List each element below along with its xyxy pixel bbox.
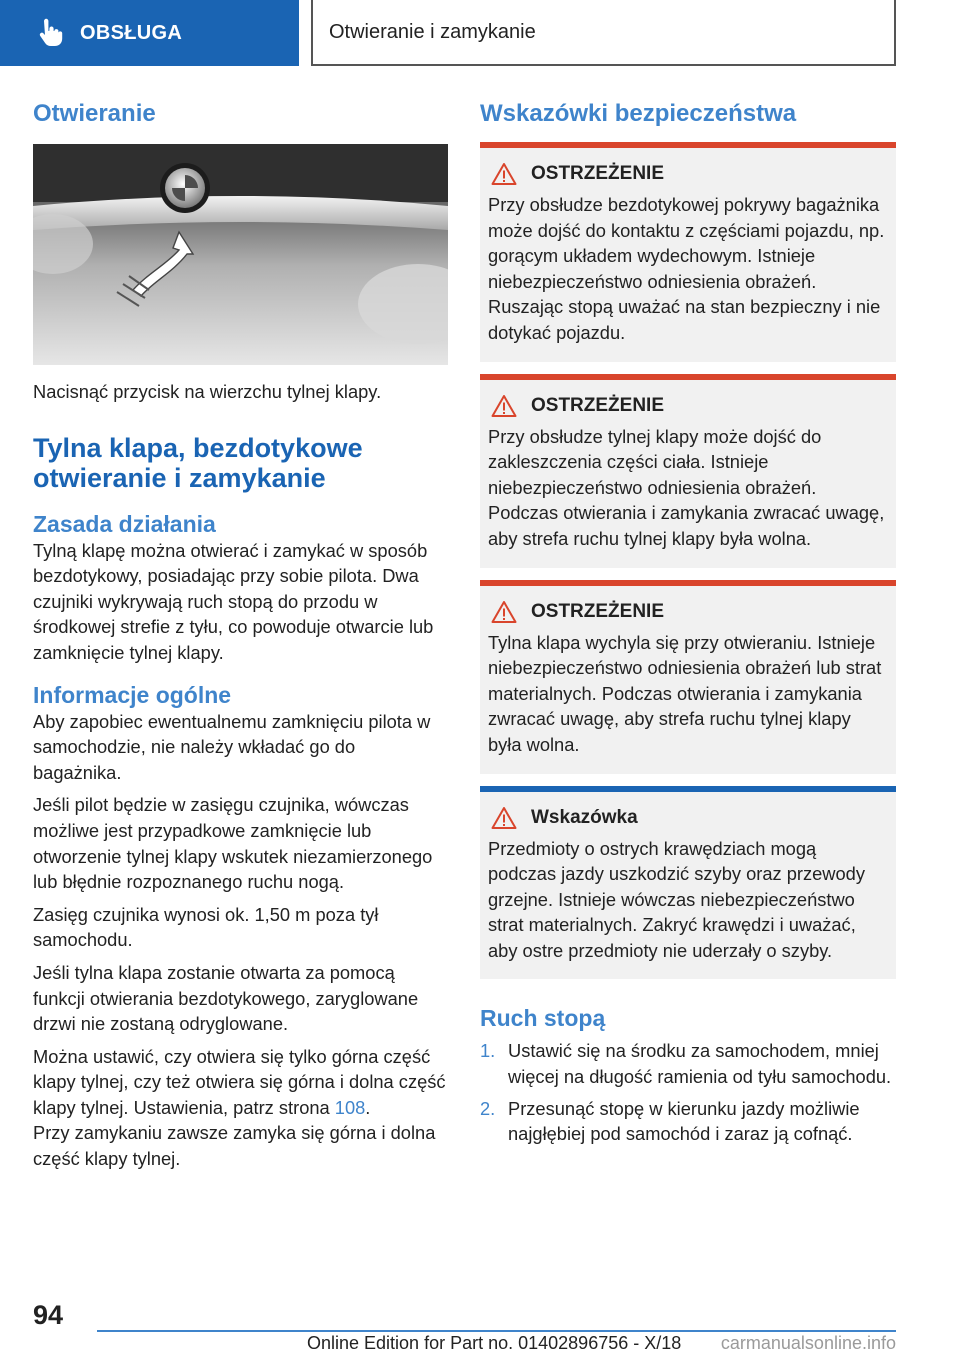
closing-text: Przy zamykaniu zawsze zamyka się górna i dolna część klapy tylnej. [33, 1122, 436, 1170]
footer-divider [97, 1330, 896, 1332]
edition-text: Online Edition for Part no. 01402896756 - X/18 [307, 1333, 682, 1353]
warning-text: Przy obsłudze bezdotykowej pokrywy bagażnika może dojść do kontaktu z częściami pojazdu, np. gorącym układem wydechowym. Istnieje niebezpieczeństwo odniesienia obrażeń. Ruszając stopą uważać na stan bezpieczny i nie dotykać pojazdu. [488, 194, 885, 343]
warning-triangle-icon [491, 600, 517, 624]
step-number: 2. [480, 1097, 496, 1119]
right-column [480, 100, 896, 1147]
hand-pointer-icon [34, 18, 64, 48]
warning-triangle-icon [491, 806, 517, 830]
warning-header [488, 162, 888, 186]
section-tab [0, 0, 299, 66]
warning-text: Tylna klapa wychyla się przy otwieraniu. Istnieje niebezpieczeństwo odniesienia obrażeń lub strat materialnych. Podczas otwierania i zamykania zwracać uwagę, aby strefa ruchu tylnej klapy była wolna. [488, 631, 882, 755]
warning-box [480, 142, 896, 362]
page-link-108[interactable]: 108 [334, 1096, 366, 1118]
steps-list [480, 1038, 896, 1146]
note-title: Wskazówka [531, 806, 638, 828]
warning-text: Przy obsłudze tylnej klapy może dojść do zakleszczenia części ciała. Istnieje niebezpieczeństwo odniesienia obrażeń. Podczas otwierania i zamykania zwracać uwagę, aby strefa ruchu tylnej klapy była wolna. [488, 425, 885, 549]
step-text: Przesunąć stopę w kierunku jazdy możliwie najgłębiej pod samochód i zaraz ją cofnąć. [508, 1097, 860, 1145]
warning-box [480, 374, 896, 568]
info-paragraph-settings [33, 1044, 448, 1172]
step-number: 1. [480, 1040, 496, 1062]
chapter-header [311, 0, 896, 66]
warning-triangle-icon [491, 162, 517, 186]
warning-triangle-icon [491, 394, 517, 418]
zasada-heading: Zasada działania [33, 510, 216, 537]
list-item [480, 1096, 896, 1147]
info-paragraph: Zasięg czujnika wynosi ok. 1,50 m poza tył samochodu. [33, 903, 379, 951]
left-column [33, 100, 448, 1172]
settings-text-end: . [365, 1096, 371, 1118]
otwieranie-heading: Otwieranie [33, 100, 156, 127]
photo-caption: Nacisnąć przycisk na wierzchu tylnej klapy. [33, 381, 382, 402]
warning-title: OSTRZEŻENIE [531, 600, 665, 622]
ruch-heading: Ruch stopą [480, 1005, 606, 1032]
chapter-title: Otwieranie i zamykanie [329, 20, 536, 43]
step-text: Ustawić się na środku za samochodem, mniej więcej na długość ramienia od tyłu samochodu. [508, 1040, 892, 1088]
page-number: 94 [33, 1300, 64, 1330]
watermark: carmanualsonline.info [720, 1333, 896, 1353]
note-text: Przedmioty o ostrych krawędziach mogą podczas jazdy uszkodzić szyby oraz przewody grzejne. Istnieje wówczas niebezpieczeństwo strat materialnych. Zakryć krawędzi i uważać, aby ostre przedmioty nie uderzały o szyby. [488, 837, 865, 961]
info-heading: Informacje ogólne [33, 681, 232, 708]
settings-text: Można ustawić, czy otwiera się tylko górna część klapy tylnej, czy też otwiera się górna i dolna część klapy tylnej. Ustawienia, patrz strona [33, 1045, 446, 1118]
main-title: Tylna klapa, bezdotykowe otwieranie i zamykanie [33, 432, 363, 493]
warning-box [480, 580, 896, 774]
safety-heading: Wskazówki bezpieczeństwa [480, 100, 797, 127]
list-item [480, 1038, 896, 1089]
zasada-text: Tylną klapę można otwierać i zamykać w sposób bezdotykowy, posiadając przy sobie pilota. Dwa czujniki wykrywają ruch stopą do przodu w środkowej strefie z tyłu, co powoduje otwarcie lub zamknięcie tylnej klapy. [33, 539, 434, 663]
warning-title: OSTRZEŻENIE [531, 163, 665, 184]
warning-header [488, 600, 888, 624]
note-box [480, 786, 896, 980]
info-paragraph: Aby zapobiec ewentualnemu zamknięciu pilota w samochodzie, nie należy wkładać go do bagażnika. [33, 710, 431, 783]
section-label: OBSŁUGA [80, 21, 183, 44]
warning-title: OSTRZEŻENIE [531, 394, 665, 416]
note-header [488, 806, 888, 830]
info-paragraph: Jeśli pilot będzie w zasięgu czujnika, wówczas możliwe jest przypadkowe zamknięcie lub otworzenie tylnej klapy wskutek niezamierzonego lub błędnie rozpoznanego ruchu nogą. [33, 794, 433, 893]
tailgate-button-photo [33, 144, 448, 365]
info-paragraph: Jeśli tylna klapa zostanie otwarta za pomocą funkcji otwierania bezdotykowego, zaryglowane drzwi nie zostaną odryglowane. [33, 961, 419, 1035]
warning-header [488, 394, 888, 418]
